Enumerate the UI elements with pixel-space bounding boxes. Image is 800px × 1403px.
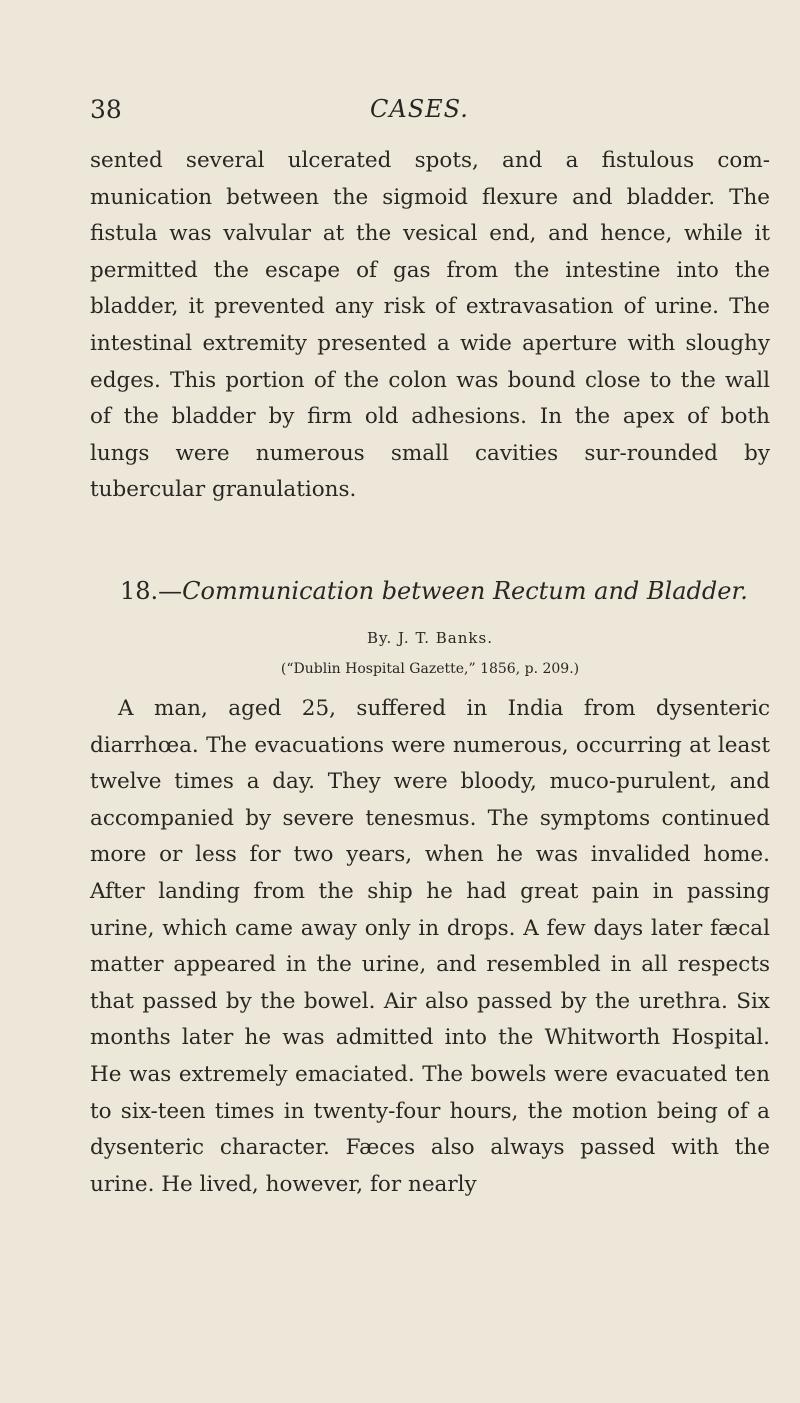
- case-dash: —: [158, 577, 183, 605]
- case-title: Communication between Rectum and Bladder.: [182, 577, 748, 605]
- page-number: 38: [90, 95, 122, 124]
- case-number: 18.: [120, 577, 159, 605]
- case-source: (“Dublin Hospital Gazette,” 1856, p. 209.): [280, 661, 580, 677]
- case-body-paragraph: A man, aged 25, suffered in India from dysenteric diarrhœa. The evacuations were numerous, occurring at least twelve times a day. They were bloody, muco-purulent, and accompanied by severe tenesmus. The symptoms continued more or less for two years, when he was invalided home. After landing from the ship he had great pain in passing urine, which came away only in drops. A few days later fæcal matter appeared in the urine, and resembled in all respects that passed by the bowel. Air also passed by the urethra. Six months later he was admitted into the Whitworth Hospital. He was extremely emaciated. The bowels were evacuated ten to six-teen times in twenty-four hours, the motion being of a dysenteric character. Fæces also always passed with the urine. He lived, however, for nearly: [90, 696, 770, 1197]
- running-title: CASES.: [370, 95, 469, 123]
- case-byline: By. J. T. Banks.: [367, 629, 493, 647]
- running-head: [90, 95, 770, 135]
- paragraph-continued: sented several ulcerated spots, and a fistulous com-munication between the sigmoid flexure and bladder. The fistula was valvular at the vesical end, and hence, while it permitted the escape of gas from the intestine into the bladder, it prevented any risk of extravasation of urine. The intestinal extremity presented a wide aperture with sloughy edges. This portion of the colon was bound close to the wall of the bladder by firm old adhesions. In the apex of both lungs were numerous small cavities sur-rounded by tubercular granulations.: [90, 148, 770, 503]
- case-heading: [120, 575, 780, 607]
